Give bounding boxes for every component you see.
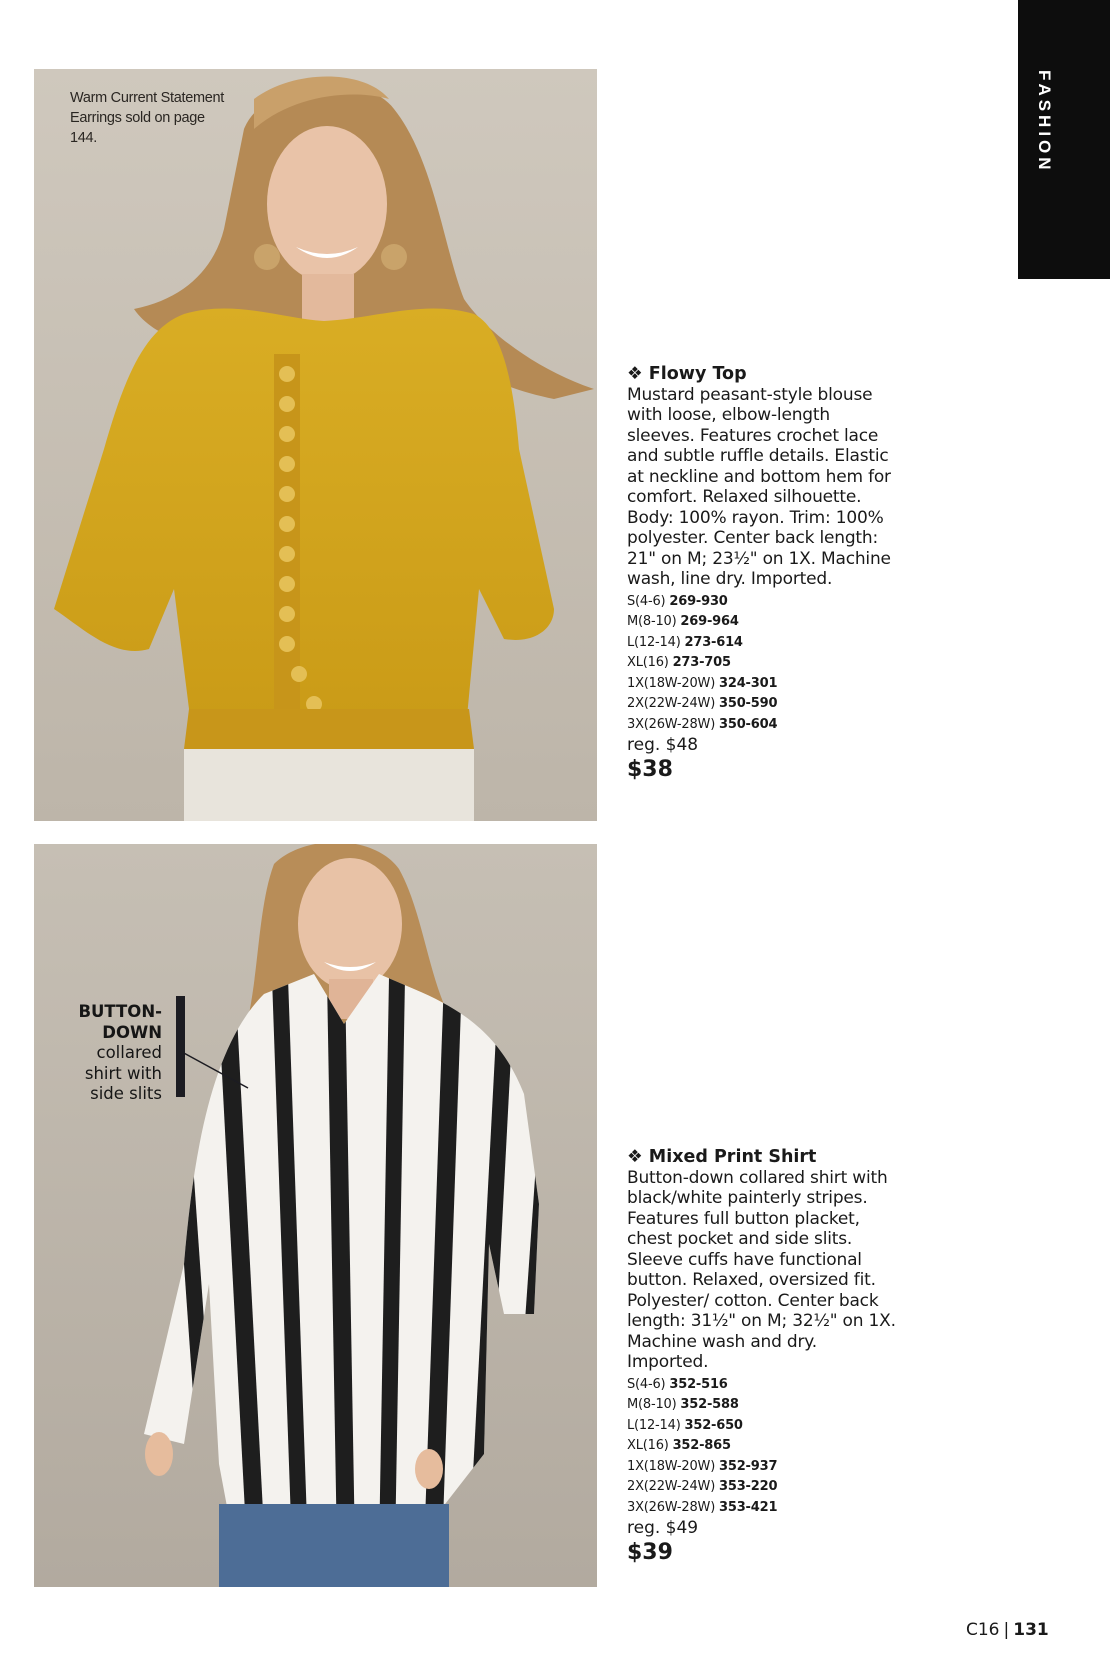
page-number: 131 [1013,1620,1049,1640]
size-row [627,1457,897,1478]
section-code: C16 [966,1620,1000,1640]
size-label: 2X(22W-24W) [627,1479,716,1494]
sku: 350-590 [719,696,778,711]
model-illustration-flowy-top [34,69,597,821]
size-row [627,653,897,674]
size-row [627,1416,897,1437]
section-tab-label: FASHION [1035,70,1054,174]
sku: 273-705 [672,655,731,670]
sku: 353-421 [719,1499,778,1515]
bullet-icon: ❖ [627,364,643,384]
size-row [627,592,897,613]
size-row [627,1477,897,1498]
sku: 324-301 [719,675,778,691]
size-label: 3X(26W-28W) [627,1499,716,1515]
size-list [627,592,897,736]
product-name [627,364,897,385]
sale-price: $39 [627,1540,673,1565]
sku: 352-516 [669,1376,728,1392]
product-photo-mixed-print-shirt [34,844,597,1587]
size-label: 3X(26W-28W) [627,716,716,732]
product-photo-flowy-top [34,69,597,821]
size-row [627,1436,897,1457]
sku: 269-930 [669,593,728,609]
callout-leader-line [180,1050,250,1090]
size-label: 2X(22W-24W) [627,696,716,711]
product-info-flowy-top [627,364,897,785]
product-name-text: Mixed Print Shirt [648,1147,817,1167]
callout-heading-line1: BUTTON- [78,1002,162,1021]
product-info-mixed-print-shirt [627,1147,897,1568]
sku: 353-220 [719,1479,778,1494]
size-row [627,674,897,695]
sku: 352-650 [684,1417,743,1433]
callout-body: collared shirt with side slits [84,1043,162,1103]
size-label: XL(16) [627,655,669,670]
size-label: 1X(18W-20W) [627,675,716,691]
size-row [627,1395,897,1416]
sku: 350-604 [719,716,778,732]
product-name [627,1147,897,1168]
page-folio [966,1620,1049,1640]
product-description: Button-down collared shirt with black/white painterly stripes. Features full button placket, chest pocket and side slits. Sleeve cuffs have functional button. Relaxed, oversized fit. Polyester/ cotton. Center back length: 31½" on M; 32½" on 1X. Machine wash and dry. Imported. [627,1167,896,1372]
model-illustration-mixed-print-shirt [34,844,597,1587]
size-label: XL(16) [627,1438,669,1453]
size-row [627,715,897,736]
bullet-icon: ❖ [627,1147,643,1167]
product-name-text: Flowy Top [648,364,747,384]
earrings-note: Warm Current Statement Earrings sold on page 144. [70,90,225,146]
sku: 273-614 [684,634,743,650]
sale-price: $38 [627,757,673,782]
regular-price: reg. $49 [627,1518,699,1538]
size-row [627,633,897,654]
size-label: L(12-14) [627,634,681,650]
size-label: 1X(18W-20W) [627,1458,716,1474]
size-label: M(8-10) [627,1397,677,1412]
size-row [627,612,897,633]
section-tab [1018,0,1110,279]
callout-heading-line2: DOWN [102,1022,162,1042]
size-label: S(4-6) [627,1376,666,1392]
shirt-feature-callout [70,1002,162,1105]
size-row [627,1498,897,1519]
sku: 352-588 [680,1397,739,1412]
sku: 352-937 [719,1458,778,1474]
size-row [627,1375,897,1396]
size-label: S(4-6) [627,593,666,609]
size-row [627,694,897,715]
folio-separator: | [1003,1620,1010,1640]
sku: 352-865 [672,1438,731,1453]
regular-price: reg. $48 [627,735,699,755]
size-list [627,1375,897,1519]
size-label: M(8-10) [627,614,677,629]
product-description: Mustard peasant-style blouse with loose, elbow-length sleeves. Features crochet lace and subtle ruffle details. Elastic at neckline and bottom hem for comfort. Relaxed silhouette. Body: 100% rayon. Trim: 100% polyester. Center back length: 21" on M; 23½" on 1X. Machine wash, line dry. Imported. [627,384,891,589]
size-label: L(12-14) [627,1417,681,1433]
sku: 269-964 [680,614,739,629]
